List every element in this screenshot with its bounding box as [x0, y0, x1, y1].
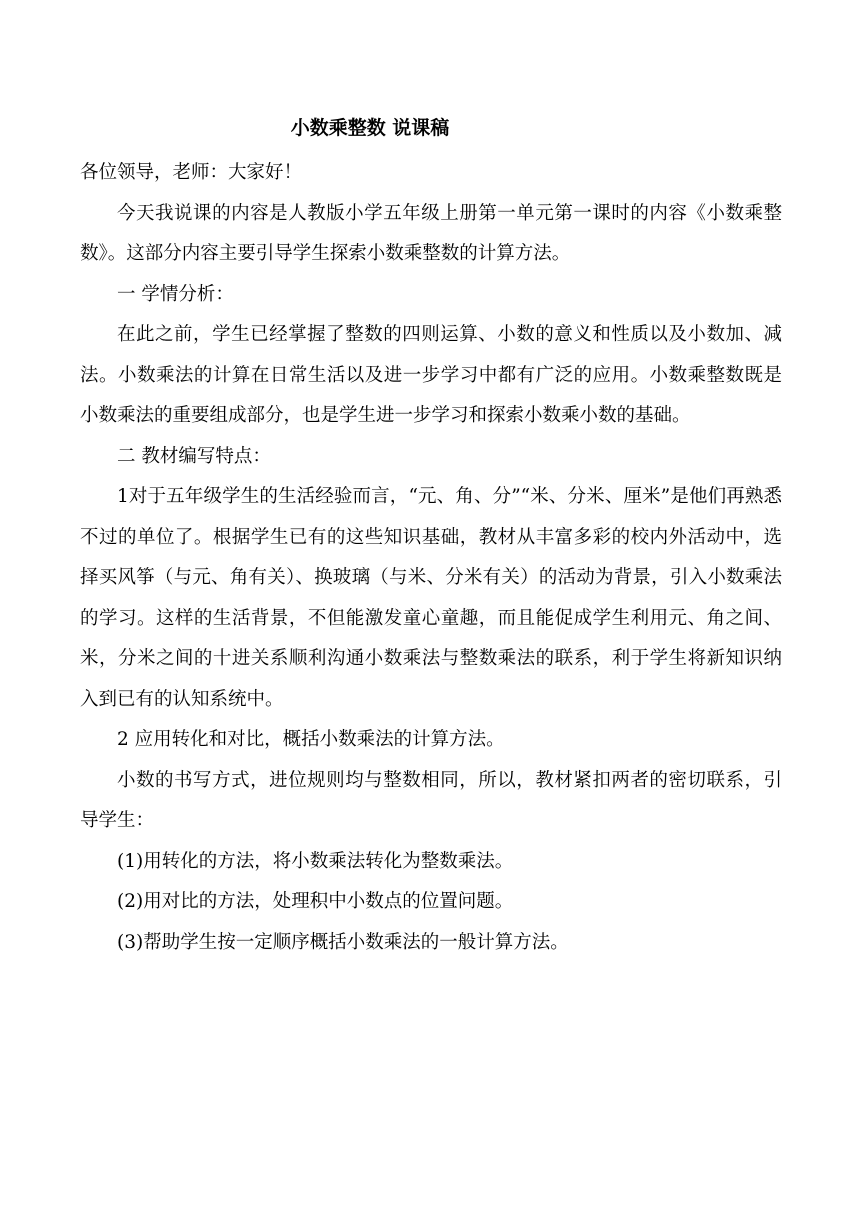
- intro-paragraph: 今天我说课的内容是人教版小学五年级上册第一单元第一课时的内容《小数乘整数》。这部分内容主要引导学生探索小数乘整数的计算方法。: [80, 202, 782, 264]
- greeting-paragraph: 各位领导，老师：大家好！: [80, 162, 303, 183]
- textbook-feature-2-heading: 2 应用转化和对比，概括小数乘法的计算方法。: [117, 729, 505, 750]
- student-analysis-paragraph: 在此之前，学生已经掌握了整数的四则运算、小数的意义和性质以及小数加、减法。小数乘法的计算在日常生活以及进一步学习中都有广泛的应用。小数乘整数既是小数乘法的重要组成部分，也是学生进一步学习和探索小数乘小数的基础。: [80, 324, 782, 426]
- list-item: (3)帮助学生按一定顺序概括小数乘法的一般计算方法。: [117, 931, 569, 953]
- textbook-feature-1-paragraph: 1对于五年级学生的生活经验而言，“元、角、分”“米、分米、厘米”是他们再熟悉不过的单位了。根据学生已有的这些知识基础，教材从丰富多彩的校内外活动中，选择买风筝（与元、角有关）、换玻璃（与米、分米有关）的活动为背景，引入小数乘法的学习。这样的生活背景，不但能激发童心童趣，而且能促成学生利用元、角之间、米，分米之间的十进关系顺利沟通小数乘法与整数乘法的联系，利于学生将新知识纳入到已有的认知系统中。: [80, 486, 782, 710]
- list-item: (1)用转化的方法，将小数乘法转化为整数乘法。: [117, 850, 514, 872]
- textbook-feature-2-paragraph: 小数的书写方式，进位规则均与整数相同，所以，教材紧扣两者的密切联系，引导学生：: [80, 769, 782, 831]
- list-item: (2)用对比的方法，处理积中小数点的位置问题。: [117, 891, 514, 912]
- section-heading-textbook-features: 二 教材编写特点：: [117, 445, 271, 467]
- document-body: [80, 153, 782, 963]
- section-heading-student-analysis: 一 学情分析：: [117, 283, 234, 305]
- document-title: 小数乘整数 说课稿: [290, 117, 450, 139]
